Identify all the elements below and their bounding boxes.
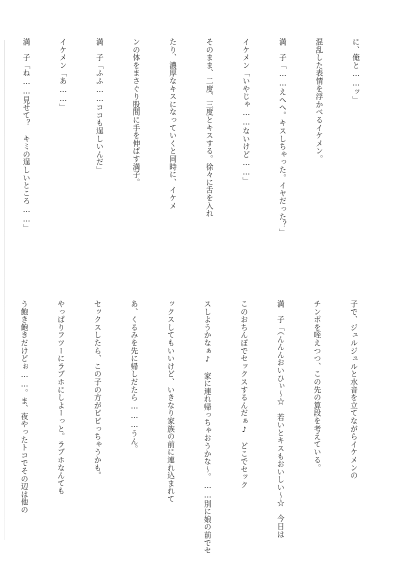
text-line: 子で、ジュルジュルと水音を立てながらイケメンの	[349, 300, 359, 480]
dialogue-line: このおちんぽでセックスするんだぁ♪ どこでセック	[239, 300, 249, 489]
text-line: に、俺と……ッ」	[351, 38, 361, 104]
dialogue-line: 満 子「ふふ……ココも逞しいんだ」	[95, 38, 105, 174]
dialogue-line: う飽き飽きだけどぉ……。ま、夜やったトコでその辺は他の	[20, 300, 30, 514]
dialogue-line: セックスしたら、この子の方がビビっちゃうかも。	[93, 300, 103, 480]
upper-text-block	[22, 38, 386, 288]
dialogue-line: 満 子「ね……見せて？ キミの逞しいところ……」	[22, 38, 32, 232]
text-line: ンの体をまさぐり股間に手を伸ばす満子。	[131, 38, 141, 187]
dialogue-line: イケメン「あ……」	[58, 38, 68, 112]
dialogue-line: イケメン「いやじゃ……ないけど……」	[241, 38, 251, 185]
dialogue-line: スしようかなぁ♪ 家に連れ帰っちゃおうかな～。……別に娘の前でセ	[203, 300, 213, 555]
text-line: チンポを咥えつつ、この先の算段を考えている。	[312, 300, 322, 472]
text-line: そのまま、二度、三度とキスする。徐々に舌を入れ	[205, 38, 215, 218]
text-line: たり、濃厚なキスになっていくと同時に、イケメ	[168, 38, 178, 210]
dialogue-line: 満 子「（んんんおいひぃ～☆ 若いとキスもおいしい～☆ 今日は	[276, 300, 286, 539]
lower-text-block	[20, 300, 384, 570]
dialogue-line: ックスしてもいいけど、いきなり家族の前に連れ込まれて	[166, 300, 176, 503]
dialogue-line: 満 子「……えへへ。キスしちゃった。イヤだった？」	[278, 38, 288, 237]
text-line: 混乱した表情を浮かべるイケメン。	[314, 38, 324, 163]
dialogue-line: あ、くるみを先に帰しだたら………うん。	[129, 300, 139, 453]
dialogue-line: やっぱりフツーにラブホにしよーっと。ラブホなんても	[56, 300, 66, 495]
